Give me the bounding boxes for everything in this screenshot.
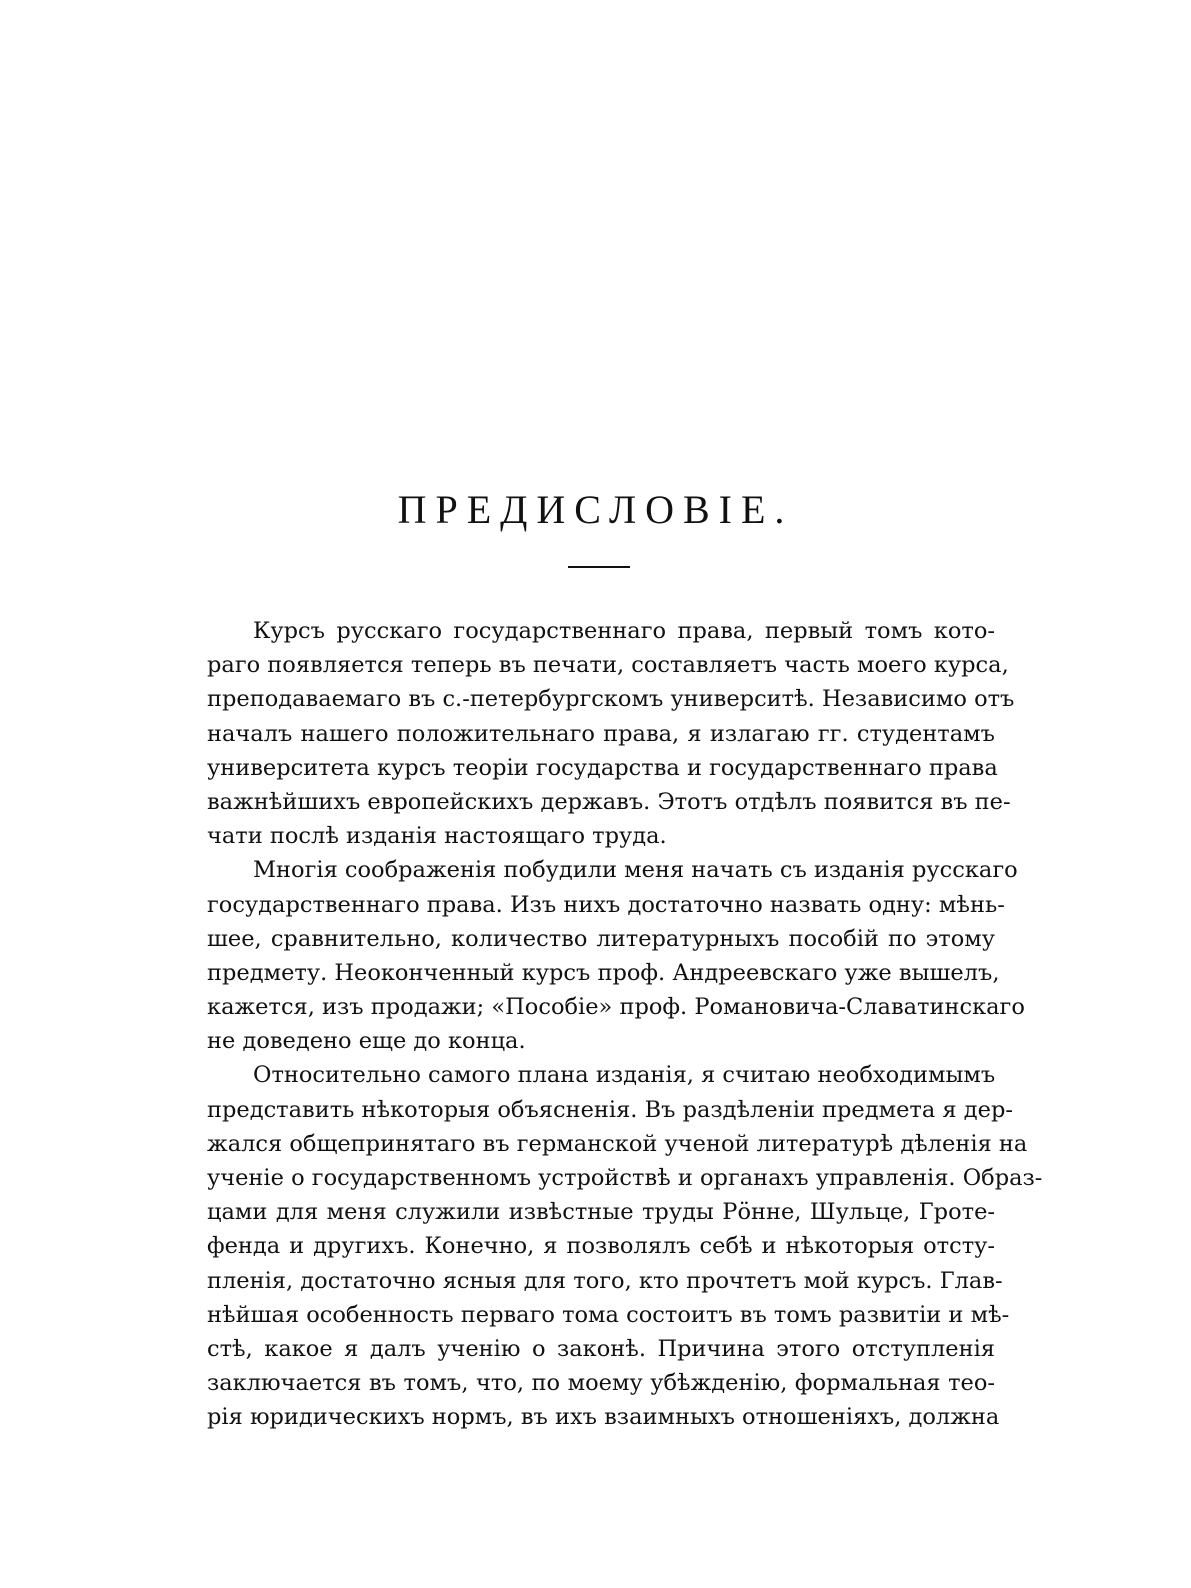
text-line: важнѣйшихъ европейскихъ державъ. Этотъ отдѣлъ появится въ пе-	[207, 788, 1011, 815]
text-line: преподаваемаго въ с.-петербургскомъ университѣ. Независимо отъ	[207, 686, 1015, 713]
text-line: Курсъ русскаго государственнаго права, первый томъ кото-	[253, 618, 995, 644]
text-line: ученіе о государственномъ устройствѣ и органахъ управленія. Образ-	[207, 1165, 1043, 1191]
text-line: чати послѣ изданія настоящаго труда.	[207, 823, 667, 850]
text-line: предмету. Неоконченный курсъ проф. Андреевскаго уже вышелъ,	[207, 959, 1000, 986]
text-line: кажется, изъ продажи; «Пособіе» проф. Романовича-Славатинскаго	[207, 994, 1025, 1021]
paragraph	[207, 614, 1015, 853]
text-line: представить нѣкоторыя объясненія. Въ раздѣленіи предмета я дер-	[207, 1096, 1013, 1123]
page-title: ПРЕДИСЛОВІЕ.	[397, 487, 794, 532]
text-line: государственнаго права. Изъ нихъ достаточно назвать одну: мѣнь-	[207, 891, 1005, 918]
text-line: нѣйшая особенность перваго тома состоитъ въ томъ развитіи и мѣ-	[207, 1301, 1010, 1328]
text-line: пленія, достаточно ясныя для того, кто прочтетъ мой курсъ. Глав-	[207, 1267, 1003, 1294]
paragraph	[207, 1058, 1043, 1434]
body-text	[207, 614, 1043, 1435]
text-line: рія юридическихъ нормъ, въ ихъ взаимныхъ отношеніяхъ, должна	[207, 1404, 1000, 1431]
text-line: цами для меня служили извѣстные труды Рӧнне, Шульце, Гроте-	[207, 1199, 995, 1226]
text-line: фенда и другихъ. Конечно, я позволялъ себѣ и нѣкоторыя отсту-	[207, 1233, 995, 1260]
text-line: университета курсъ теоріи государства и государственнаго права	[207, 754, 998, 781]
title-divider	[568, 566, 630, 568]
text-line: не доведено еще до конца.	[207, 1028, 526, 1055]
paragraph	[207, 853, 1025, 1058]
text-line: началъ нашего положительнаго права, я излагаю гг. студентамъ	[207, 720, 995, 747]
text-line: жался общепринятаго въ германской ученой литературѣ дѣленія на	[207, 1130, 1028, 1157]
text-line: стѣ, какое я далъ ученію о законѣ. Причина этого отступленія	[207, 1335, 995, 1362]
text-line: шее, сравнительно, количество литературныхъ пособій по этому	[207, 925, 995, 952]
text-line: Относительно самого плана изданія, я считаю необходимымъ	[253, 1062, 996, 1089]
text-line: раго появляется теперь въ печати, составляетъ часть моего курса,	[207, 652, 1009, 679]
text-line: Многія соображенія побудили меня начать съ изданія русскаго	[253, 857, 1018, 884]
text-line: заключается въ томъ, что, по моему убѣжденію, формальная тео-	[207, 1370, 995, 1397]
